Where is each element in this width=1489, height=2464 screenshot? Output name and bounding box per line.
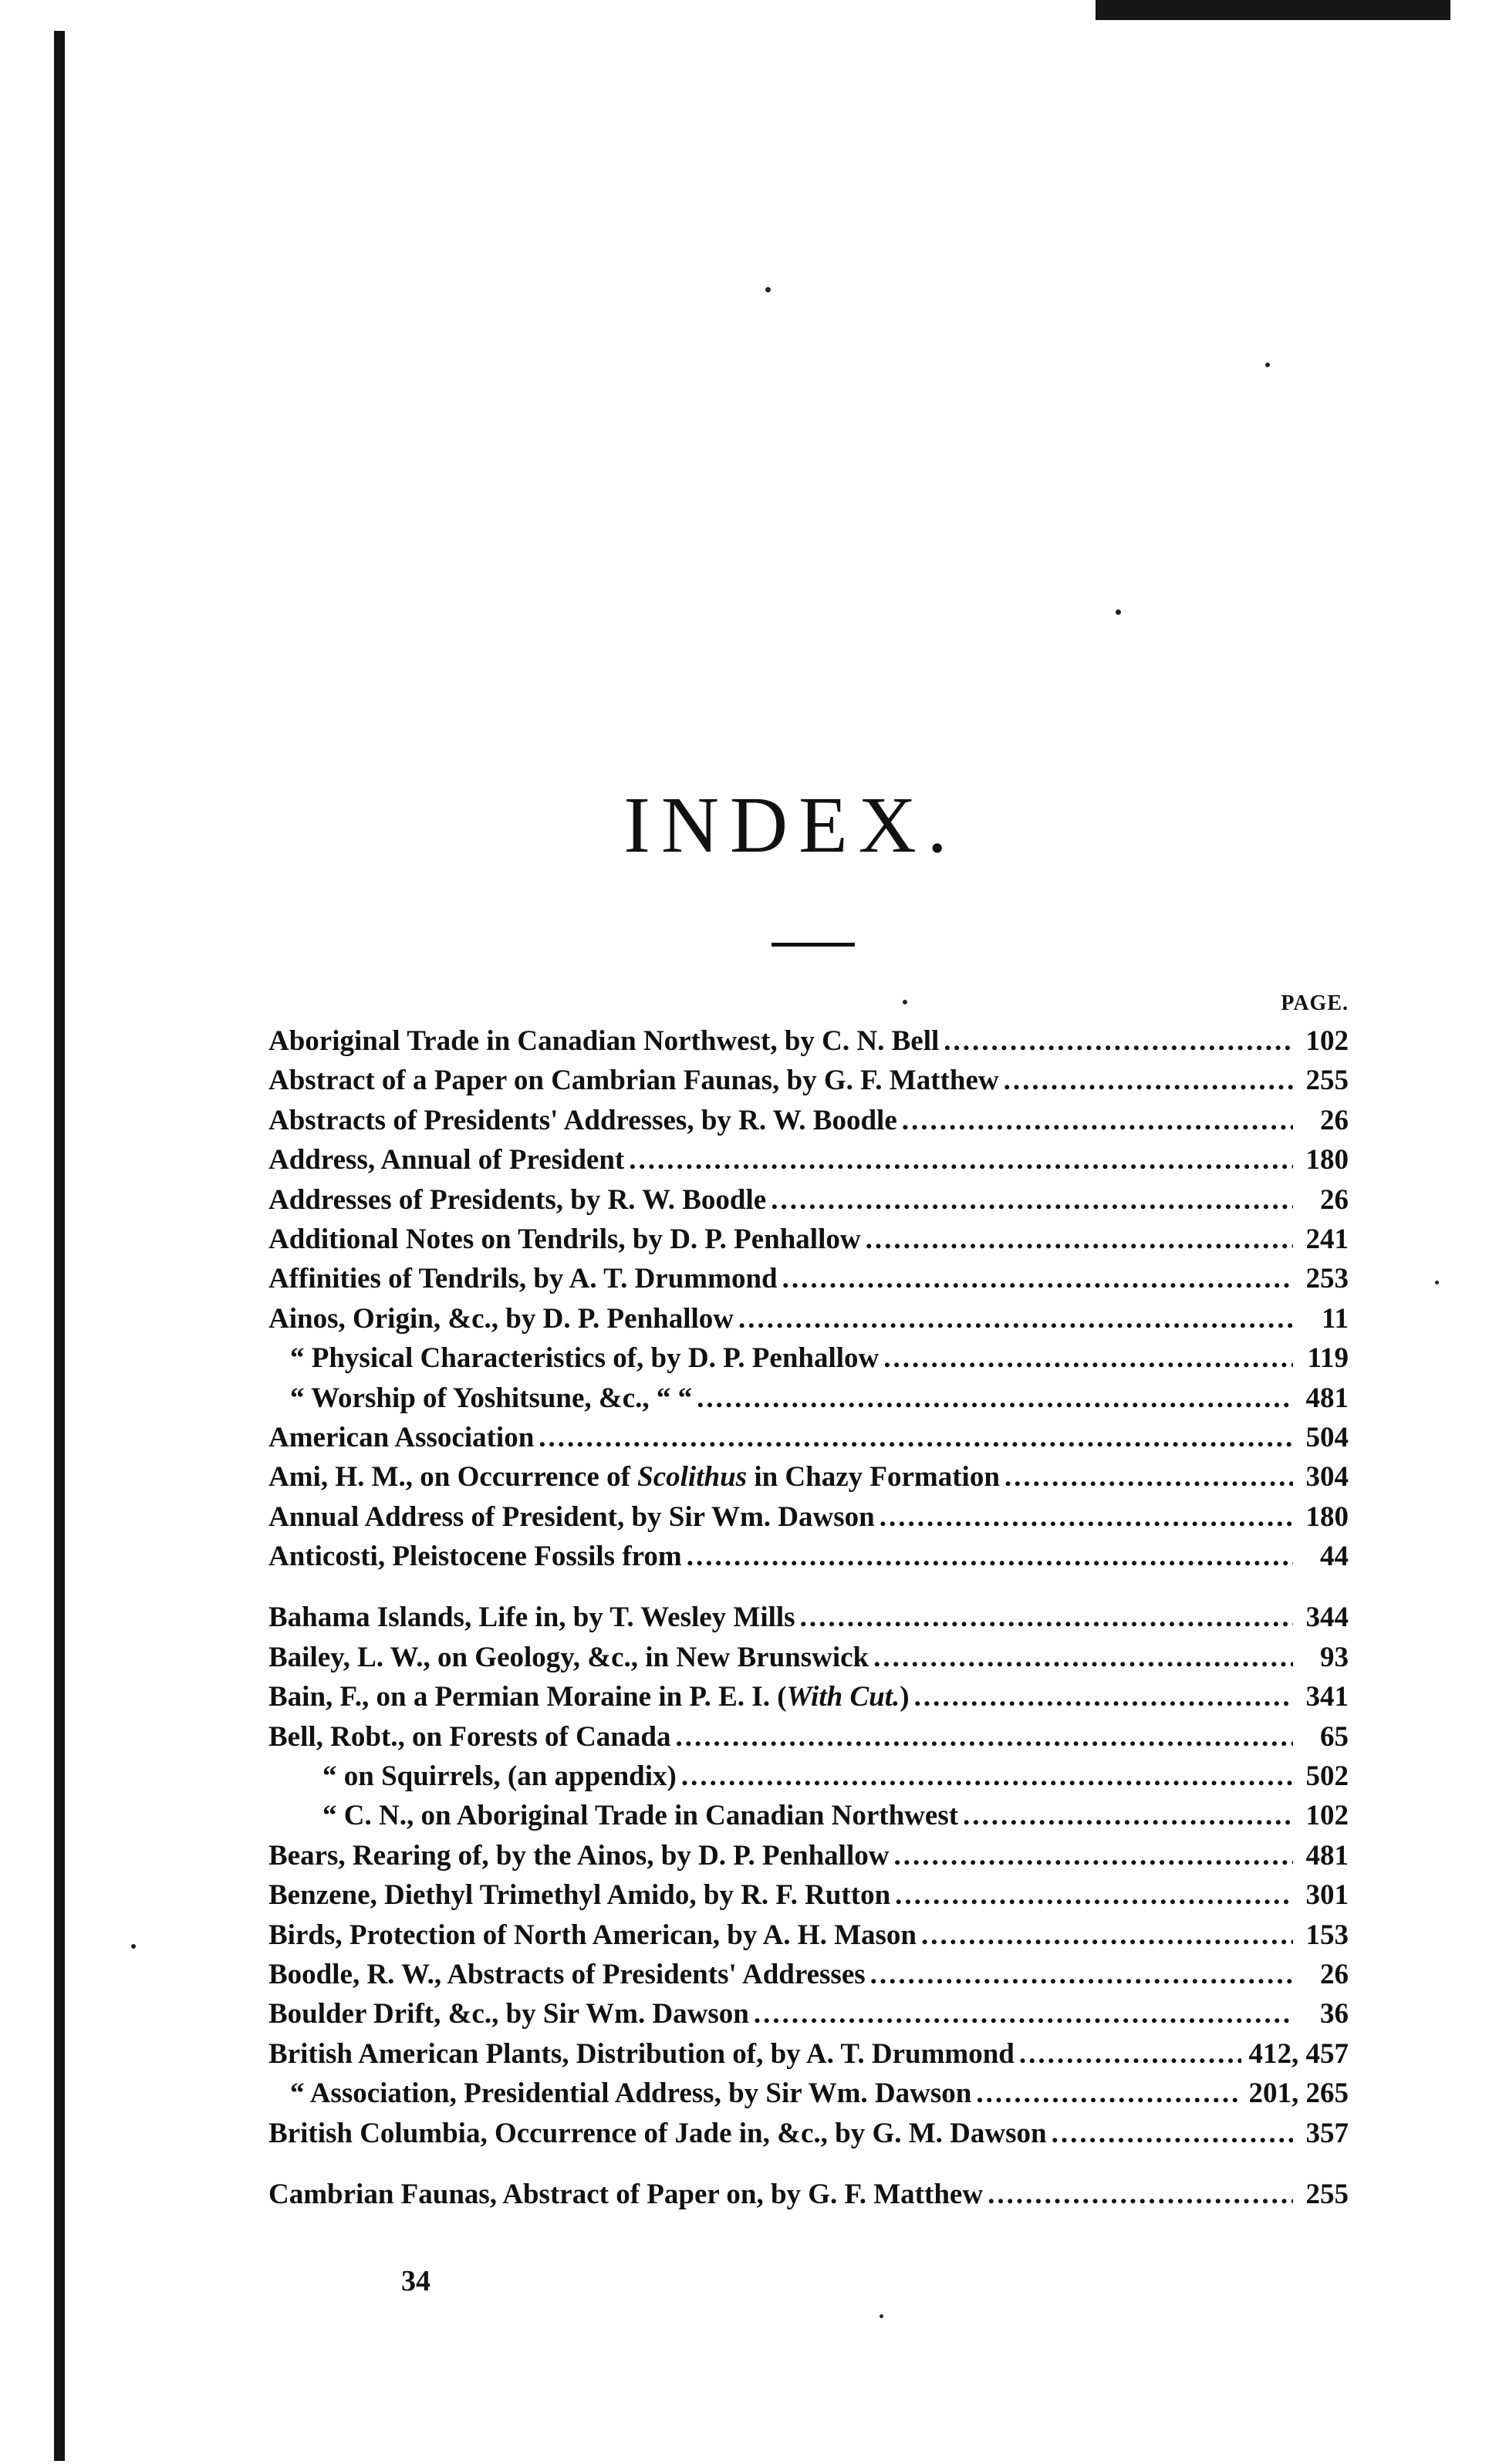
index-entry	[268, 1994, 1349, 2034]
entry-text: Benzene, Diethyl Trimethyl Amido, by R. F. Rutton	[268, 1879, 891, 1912]
index-entry	[268, 1101, 1349, 1140]
entry-text: Address, Annual of President	[268, 1144, 625, 1176]
index-entry	[268, 1836, 1349, 1875]
index-entry	[268, 1220, 1349, 1259]
entry-page: 304	[1305, 1461, 1349, 1494]
entry-text: Bell, Robt., on Forests of Canada	[268, 1720, 671, 1753]
index-entry	[268, 1259, 1349, 1298]
entry-text: Boulder Drift, &c., by Sir Wm. Dawson	[268, 1998, 749, 2030]
entry-page: 201, 265	[1248, 2078, 1349, 2110]
index-entry	[268, 1916, 1349, 1955]
entry-text: Additional Notes on Tendrils, by D. P. Penhallow	[268, 1223, 861, 1255]
index-entry	[268, 1497, 1349, 1537]
index-entry	[268, 1299, 1349, 1338]
entry-page: 412, 457	[1248, 2037, 1349, 2070]
dot-leader	[895, 1875, 1293, 1915]
dot-leader	[738, 1299, 1293, 1338]
index-list	[268, 986, 1349, 2214]
dot-leader	[539, 1418, 1293, 1457]
dot-leader	[880, 1497, 1293, 1537]
entry-page: 357	[1305, 2117, 1349, 2149]
dot-leader	[870, 1955, 1293, 1994]
entry-page: 255	[1305, 2178, 1349, 2210]
scan-speck	[880, 2314, 883, 2318]
entry-text: “ Physical Characteristics of, by D. P. Penhallow	[290, 1342, 880, 1375]
entry-text-italic: Scolithus	[637, 1461, 748, 1494]
entry-text: Annual Address of President, by Sir Wm. Dawson	[268, 1500, 875, 1533]
dot-leader	[873, 1638, 1293, 1677]
entry-page: 344	[1305, 1602, 1349, 1634]
entry-page: 44	[1320, 1541, 1349, 1573]
entry-page: 341	[1305, 1681, 1349, 1713]
scan-speck	[131, 1944, 136, 1949]
entry-page: 93	[1320, 1641, 1349, 1673]
dot-leader	[697, 1379, 1293, 1418]
entry-page: 11	[1322, 1302, 1349, 1335]
entry-page: 102	[1305, 1800, 1349, 1832]
entry-page: 253	[1305, 1263, 1349, 1295]
dot-leader	[1052, 2114, 1293, 2153]
entry-text	[268, 1457, 1000, 1497]
index-entry	[268, 1338, 1349, 1378]
entry-page: 481	[1305, 1382, 1349, 1414]
scan-speck	[1265, 363, 1270, 367]
entry-text: Abstracts of Presidents' Addresses, by R. W. Boodle	[268, 1104, 897, 1136]
entry-text: Addresses of Presidents, by R. W. Boodle	[268, 1183, 767, 1216]
index-entry	[268, 1140, 1349, 1180]
entry-page: 102	[1305, 1025, 1349, 1057]
dot-leader	[754, 1994, 1293, 2034]
index-entry	[268, 1638, 1349, 1677]
entry-text	[268, 1677, 910, 1716]
entry-page: 26	[1320, 1958, 1349, 1990]
entry-text: Affinities of Tendrils, by A. T. Drummond	[268, 1263, 778, 1295]
dot-leader	[893, 1836, 1293, 1875]
entry-text: Cambrian Faunas, Abstract of Paper on, by G. F. Matthew	[268, 2178, 984, 2210]
entry-text: Bears, Rearing of, by the Ainos, by D. P. Penhallow	[268, 1839, 890, 1872]
entry-text-before: Bain, F., on a Permian Moraine in P. E. I. (	[268, 1681, 787, 1713]
index-entry	[268, 1457, 1349, 1497]
dot-leader	[675, 1717, 1293, 1757]
entry-text: “ Worship of Yoshitsune, &c., “ “	[290, 1382, 693, 1414]
dot-leader	[687, 1537, 1293, 1576]
entry-page: 65	[1320, 1720, 1349, 1753]
entry-page: 153	[1305, 1919, 1349, 1951]
dot-leader	[944, 1021, 1293, 1061]
entry-text: “ C. N., on Aboriginal Trade in Canadian Northwest	[322, 1800, 959, 1832]
entry-text: “ Association, Presidential Address, by Sir Wm. Dawson	[290, 2078, 972, 2110]
index-entry	[268, 1061, 1349, 1100]
entry-text: Birds, Protection of North American, by A. H. Mason	[268, 1919, 917, 1951]
dot-leader	[976, 2074, 1241, 2113]
index-entry	[268, 1598, 1349, 1637]
dot-leader	[921, 1916, 1293, 1955]
entry-page: 36	[1320, 1998, 1349, 2030]
index-entry	[268, 1021, 1349, 1061]
entry-text-after: in Chazy Formation	[747, 1461, 1000, 1494]
entry-page: 26	[1320, 1183, 1349, 1216]
index-entry	[268, 1418, 1349, 1457]
index-entry	[268, 2175, 1349, 2214]
entry-text-italic: With Cut.	[786, 1681, 900, 1713]
entry-page: 504	[1305, 1421, 1349, 1453]
entry-page: 180	[1305, 1144, 1349, 1176]
index-entry	[268, 1537, 1349, 1576]
entry-text: Bahama Islands, Life in, by T. Wesley Mills	[268, 1602, 795, 1634]
dot-leader	[681, 1757, 1293, 1796]
dot-leader	[800, 1598, 1293, 1637]
entry-page: 481	[1305, 1839, 1349, 1872]
index-title: INDEX.	[623, 781, 958, 869]
index-entry	[268, 1757, 1349, 1796]
entry-page: 255	[1305, 1065, 1349, 1097]
dot-leader	[1004, 1457, 1293, 1497]
entry-page: 502	[1305, 1760, 1349, 1793]
entry-text: British American Plants, Distribution of, by A. T. Drummond	[268, 2037, 1015, 2070]
entry-text: Anticosti, Pleistocene Fossils from	[268, 1541, 682, 1573]
dot-leader	[902, 1101, 1293, 1140]
dot-leader	[629, 1140, 1293, 1180]
dot-leader	[1019, 2034, 1241, 2074]
index-entry	[268, 1717, 1349, 1757]
entry-text: American Association	[268, 1421, 535, 1453]
dot-leader	[963, 1796, 1293, 1835]
entry-text: Bailey, L. W., on Geology, &c., in New Brunswick	[268, 1641, 869, 1673]
entry-text: Boodle, R. W., Abstracts of Presidents' Addresses	[268, 1958, 866, 1990]
entry-page: 26	[1320, 1104, 1349, 1136]
index-entry	[268, 1677, 1349, 1716]
scan-border-left	[54, 31, 65, 2461]
dot-leader	[883, 1338, 1293, 1378]
index-entry	[268, 1955, 1349, 1994]
index-entry	[268, 1379, 1349, 1418]
scan-speck	[1116, 609, 1121, 615]
dot-leader	[782, 1259, 1293, 1298]
entry-text: Abstract of a Paper on Cambrian Faunas, by G. F. Matthew	[268, 1065, 999, 1097]
entry-text: British Columbia, Occurrence of Jade in, &c., by G. M. Dawson	[268, 2117, 1047, 2149]
dot-leader	[988, 2175, 1293, 2214]
entry-page: 180	[1305, 1500, 1349, 1533]
index-entry	[268, 1875, 1349, 1915]
index-entry	[268, 1180, 1349, 1220]
entry-text-after: )	[900, 1681, 910, 1713]
entry-page: 119	[1307, 1342, 1349, 1375]
entry-text: Ainos, Origin, &c., by D. P. Penhallow	[268, 1302, 734, 1335]
index-entry	[268, 2114, 1349, 2153]
index-entry	[268, 2074, 1349, 2113]
entry-text: Aboriginal Trade in Canadian Northwest, by C. N. Bell	[268, 1025, 940, 1057]
scan-speck	[765, 287, 771, 292]
entry-text-before: Ami, H. M., on Occurrence of	[268, 1461, 638, 1494]
dot-leader	[771, 1180, 1293, 1220]
entry-text: “ on Squirrels, (an appendix)	[322, 1760, 677, 1793]
title-rule	[772, 943, 855, 947]
scan-border-top	[1096, 0, 1450, 20]
scan-speck	[1435, 1281, 1439, 1284]
dot-leader	[1004, 1061, 1293, 1100]
dot-leader	[866, 1220, 1293, 1259]
entry-page: 241	[1305, 1223, 1349, 1255]
index-entry	[268, 1796, 1349, 1835]
page-column-label: PAGE.	[1281, 991, 1349, 1015]
dot-leader	[914, 1677, 1293, 1716]
entry-page: 301	[1305, 1879, 1349, 1912]
index-entry	[268, 2034, 1349, 2074]
page-number: 34	[401, 2265, 430, 2297]
